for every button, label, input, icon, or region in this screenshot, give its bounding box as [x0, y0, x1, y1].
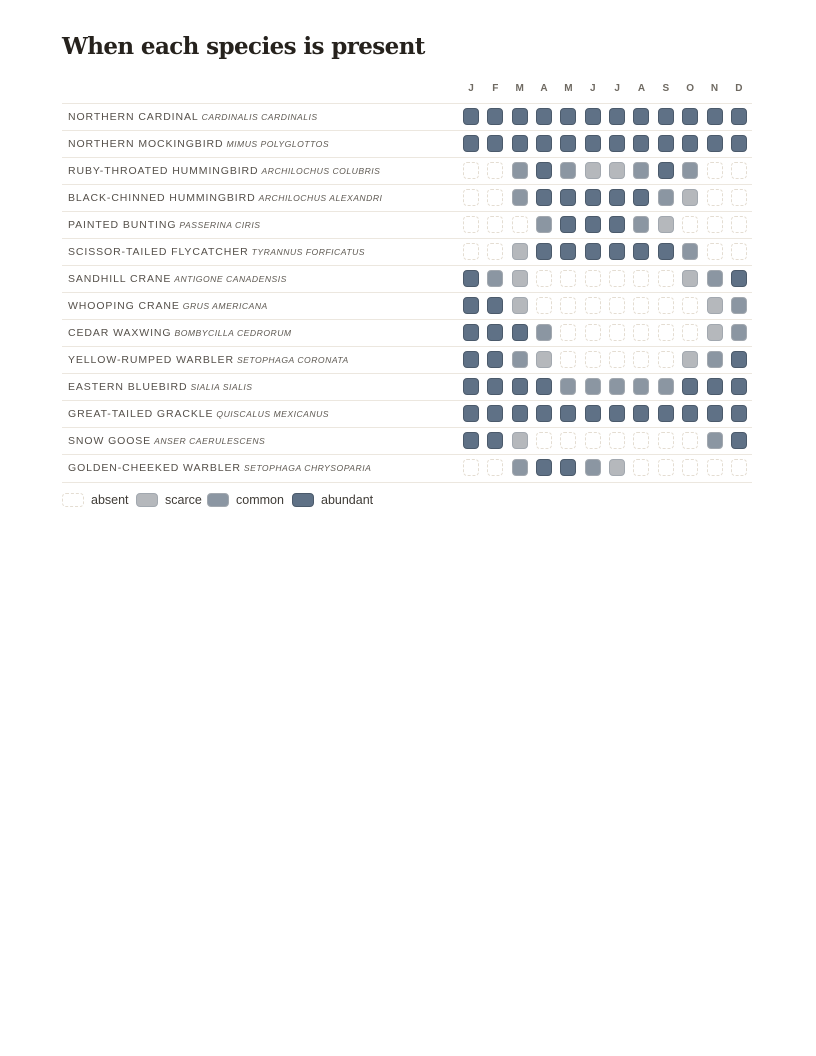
common-name: SANDHILL CRANE	[68, 273, 172, 285]
presence-cell-common	[512, 189, 528, 206]
common-name: GOLDEN-CHEEKED WARBLER	[68, 462, 241, 474]
presence-cell-abundant	[560, 459, 576, 476]
presence-cell-scarce	[512, 270, 528, 287]
presence-cell-scarce	[609, 459, 625, 476]
presence-cell-absent	[560, 297, 576, 314]
species-row	[62, 265, 752, 293]
presence-cell-absent	[731, 216, 747, 233]
species-label	[68, 111, 318, 123]
presence-cell-absent	[585, 270, 601, 287]
presence-cell-abundant	[682, 135, 698, 152]
presence-cell-abundant	[463, 405, 479, 422]
species-row	[62, 400, 752, 428]
presence-cell-abundant	[487, 405, 503, 422]
presence-cell-common	[731, 324, 747, 341]
species-row	[62, 373, 752, 401]
species-row	[62, 292, 752, 320]
common-name: NORTHERN MOCKINGBIRD	[68, 138, 224, 150]
presence-cell-absent	[560, 351, 576, 368]
month-label: J	[589, 83, 596, 94]
common-name: WHOOPING CRANE	[68, 300, 180, 312]
legend-swatch-abundant	[292, 493, 314, 507]
presence-cell-abundant	[633, 108, 649, 125]
presence-cell-abundant	[633, 135, 649, 152]
presence-cell-common	[487, 270, 503, 287]
species-row	[62, 103, 752, 131]
month-label: A	[540, 83, 548, 94]
presence-cell-abundant	[560, 405, 576, 422]
presence-cell-abundant	[585, 135, 601, 152]
presence-cell-abundant	[731, 432, 747, 449]
presence-cell-abundant	[731, 135, 747, 152]
presence-cell-abundant	[707, 378, 723, 395]
scientific-name: QUISCALUS MEXICANUS	[216, 409, 330, 419]
presence-cell-absent	[633, 351, 649, 368]
presence-cell-absent	[463, 243, 479, 260]
presence-cell-absent	[633, 297, 649, 314]
scientific-name: ANTIGONE CANADENSIS	[174, 274, 287, 284]
presence-cell-common	[585, 459, 601, 476]
presence-cell-abundant	[707, 135, 723, 152]
presence-cell-abundant	[536, 405, 552, 422]
presence-cell-absent	[560, 432, 576, 449]
presence-cell-absent	[609, 351, 625, 368]
presence-cell-absent	[707, 189, 723, 206]
presence-cell-common	[707, 351, 723, 368]
common-name: GREAT-TAILED GRACKLE	[68, 408, 214, 420]
presence-cell-abundant	[536, 108, 552, 125]
presence-cell-abundant	[658, 243, 674, 260]
presence-cell-abundant	[609, 405, 625, 422]
presence-cell-abundant	[731, 351, 747, 368]
month-label: O	[686, 83, 695, 94]
presence-cell-absent	[512, 216, 528, 233]
species-label	[68, 300, 268, 312]
presence-cell-abundant	[609, 243, 625, 260]
presence-cell-abundant	[487, 378, 503, 395]
presence-cell-abundant	[487, 324, 503, 341]
presence-cell-abundant	[609, 135, 625, 152]
presence-cell-absent	[658, 324, 674, 341]
presence-cell-absent	[633, 324, 649, 341]
common-name: PAINTED BUNTING	[68, 219, 177, 231]
species-row	[62, 319, 752, 347]
presence-cell-absent	[463, 459, 479, 476]
presence-cell-common	[536, 216, 552, 233]
presence-cell-scarce	[536, 351, 552, 368]
species-label	[68, 246, 365, 258]
presence-cell-absent	[609, 297, 625, 314]
presence-cell-abundant	[682, 108, 698, 125]
presence-cell-absent	[487, 162, 503, 179]
presence-cell-absent	[487, 243, 503, 260]
presence-cell-absent	[682, 297, 698, 314]
presence-cell-absent	[536, 297, 552, 314]
presence-cell-abundant	[609, 216, 625, 233]
presence-cell-common	[512, 162, 528, 179]
common-name: CEDAR WAXWING	[68, 327, 172, 339]
presence-cell-common	[731, 297, 747, 314]
presence-cell-abundant	[658, 405, 674, 422]
presence-cell-absent	[463, 162, 479, 179]
presence-cell-abundant	[536, 135, 552, 152]
presence-cell-absent	[633, 432, 649, 449]
month-label: J	[614, 83, 620, 94]
month-label: D	[735, 83, 743, 94]
presence-cell-abundant	[487, 432, 503, 449]
presence-cell-abundant	[536, 243, 552, 260]
species-label	[68, 273, 287, 285]
presence-cell-abundant	[463, 324, 479, 341]
presence-cell-absent	[658, 351, 674, 368]
presence-cell-abundant	[560, 108, 576, 125]
presence-cell-common	[682, 243, 698, 260]
presence-cell-common	[512, 459, 528, 476]
scientific-name: PASSERINA CIRIS	[179, 220, 261, 230]
presence-cell-absent	[682, 324, 698, 341]
scientific-name: SETOPHAGA CORONATA	[236, 355, 349, 365]
chart-title: When each species is present	[62, 33, 425, 60]
presence-cell-absent	[609, 270, 625, 287]
species-row	[62, 454, 752, 483]
presence-cell-absent	[463, 189, 479, 206]
scientific-name: ARCHILOCHUS COLUBRIS	[261, 166, 381, 176]
presence-cell-abundant	[585, 216, 601, 233]
presence-cell-absent	[633, 459, 649, 476]
species-label	[68, 381, 253, 393]
common-name: BLACK-CHINNED HUMMINGBIRD	[68, 192, 256, 204]
presence-cell-absent	[536, 432, 552, 449]
presence-cell-abundant	[536, 378, 552, 395]
presence-cell-absent	[682, 216, 698, 233]
presence-cell-abundant	[585, 189, 601, 206]
presence-cell-abundant	[512, 405, 528, 422]
presence-cell-common	[658, 378, 674, 395]
presence-cell-absent	[487, 189, 503, 206]
presence-cell-absent	[585, 432, 601, 449]
presence-cell-common	[633, 378, 649, 395]
presence-cell-common	[560, 378, 576, 395]
presence-cell-common	[707, 432, 723, 449]
presence-cell-absent	[487, 459, 503, 476]
presence-cell-scarce	[682, 189, 698, 206]
species-row	[62, 211, 752, 239]
presence-cell-abundant	[560, 216, 576, 233]
common-name: SNOW GOOSE	[68, 435, 152, 447]
species-label	[68, 327, 292, 339]
scientific-name: BOMBYCILLA CEDRORUM	[174, 328, 292, 338]
presence-cell-abundant	[731, 378, 747, 395]
species-row	[62, 238, 752, 266]
species-label	[68, 219, 260, 231]
presence-cell-absent	[658, 270, 674, 287]
presence-cell-common	[609, 378, 625, 395]
species-label	[68, 138, 329, 150]
presence-cell-absent	[707, 459, 723, 476]
presence-cell-absent	[487, 216, 503, 233]
legend-label-abundant: abundant	[321, 493, 374, 507]
presence-cell-abundant	[633, 405, 649, 422]
presence-cell-abundant	[658, 162, 674, 179]
presence-cell-absent	[609, 324, 625, 341]
presence-cell-abundant	[609, 189, 625, 206]
presence-cell-common	[560, 162, 576, 179]
presence-cell-abundant	[487, 108, 503, 125]
species-row	[62, 427, 752, 455]
legend-swatch-scarce	[136, 493, 158, 507]
presence-cell-abundant	[585, 405, 601, 422]
presence-cell-scarce	[512, 297, 528, 314]
presence-cell-common	[707, 270, 723, 287]
presence-cell-abundant	[463, 378, 479, 395]
presence-cell-absent	[707, 216, 723, 233]
legend-swatch-common	[207, 493, 229, 507]
species-row	[62, 346, 752, 374]
presence-cell-abundant	[658, 108, 674, 125]
presence-cell-absent	[731, 459, 747, 476]
common-name: YELLOW-RUMPED WARBLER	[68, 354, 234, 366]
month-label: A	[637, 83, 646, 94]
presence-cell-abundant	[463, 432, 479, 449]
presence-cell-abundant	[463, 270, 479, 287]
scientific-name: ANSER CAERULESCENS	[154, 436, 266, 446]
presence-cell-absent	[536, 270, 552, 287]
presence-cell-abundant	[463, 351, 479, 368]
presence-cell-abundant	[585, 243, 601, 260]
legend-label-common: common	[236, 493, 284, 507]
species-label	[68, 408, 329, 420]
presence-cell-abundant	[487, 297, 503, 314]
scientific-name: TYRANNUS FORFICATUS	[251, 247, 366, 257]
scientific-name: MIMUS POLYGLOTTOS	[226, 139, 330, 149]
presence-cell-common	[512, 351, 528, 368]
common-name: RUBY-THROATED HUMMINGBIRD	[68, 165, 259, 177]
presence-cell-absent	[585, 324, 601, 341]
presence-cell-common	[585, 378, 601, 395]
presence-cell-absent	[560, 270, 576, 287]
presence-cell-abundant	[487, 351, 503, 368]
common-name: EASTERN BLUEBIRD	[68, 381, 188, 393]
presence-cell-scarce	[682, 351, 698, 368]
presence-cell-absent	[707, 243, 723, 260]
presence-cell-scarce	[658, 216, 674, 233]
presence-cell-abundant	[536, 459, 552, 476]
presence-cell-abundant	[731, 108, 747, 125]
presence-cell-absent	[658, 459, 674, 476]
legend-label-absent: absent	[91, 493, 129, 507]
presence-cell-scarce	[707, 297, 723, 314]
presence-cell-abundant	[463, 108, 479, 125]
common-name: NORTHERN CARDINAL	[68, 111, 199, 123]
presence-cell-common	[658, 189, 674, 206]
presence-cell-scarce	[707, 324, 723, 341]
presence-cell-scarce	[512, 432, 528, 449]
presence-cell-absent	[658, 297, 674, 314]
scientific-name: ARCHILOCHUS ALEXANDRI	[258, 193, 383, 203]
month-label: N	[710, 83, 719, 94]
presence-cell-scarce	[585, 162, 601, 179]
presence-cell-abundant	[658, 135, 674, 152]
species-label	[68, 462, 371, 474]
presence-cell-abundant	[536, 189, 552, 206]
scientific-name: SIALIA SIALIS	[190, 382, 253, 392]
month-label: M	[515, 83, 524, 94]
presence-cell-abundant	[463, 297, 479, 314]
presence-cell-absent	[463, 216, 479, 233]
presence-cell-absent	[731, 243, 747, 260]
presence-cell-abundant	[585, 108, 601, 125]
legend-label-scarce: scarce	[165, 493, 202, 507]
presence-cell-abundant	[512, 324, 528, 341]
presence-cell-abundant	[512, 135, 528, 152]
presence-cell-scarce	[682, 270, 698, 287]
presence-cell-abundant	[731, 270, 747, 287]
presence-cell-common	[633, 216, 649, 233]
species-label	[68, 435, 265, 447]
presence-cell-scarce	[609, 162, 625, 179]
presence-cell-common	[536, 324, 552, 341]
month-label: S	[662, 83, 670, 94]
legend-swatch-absent	[62, 493, 84, 507]
species-label	[68, 192, 382, 204]
month-label: F	[492, 83, 499, 94]
presence-cell-scarce	[512, 243, 528, 260]
scientific-name: CARDINALIS CARDINALIS	[201, 112, 318, 122]
presence-cell-common	[633, 162, 649, 179]
presence-cell-abundant	[633, 243, 649, 260]
presence-cell-abundant	[536, 162, 552, 179]
presence-cell-abundant	[682, 405, 698, 422]
presence-cell-abundant	[512, 108, 528, 125]
presence-cell-abundant	[633, 189, 649, 206]
presence-cell-absent	[633, 270, 649, 287]
presence-cell-absent	[658, 432, 674, 449]
presence-cell-abundant	[487, 135, 503, 152]
presence-cell-absent	[731, 162, 747, 179]
presence-cell-abundant	[463, 135, 479, 152]
presence-cell-abundant	[560, 243, 576, 260]
presence-cell-absent	[682, 459, 698, 476]
presence-cell-abundant	[512, 378, 528, 395]
presence-cell-absent	[560, 324, 576, 341]
presence-cell-absent	[682, 432, 698, 449]
month-label: M	[564, 83, 573, 94]
presence-cell-absent	[585, 351, 601, 368]
species-row	[62, 157, 752, 185]
presence-cell-abundant	[731, 405, 747, 422]
species-row	[62, 130, 752, 158]
presence-cell-abundant	[560, 189, 576, 206]
presence-cell-absent	[707, 162, 723, 179]
species-label	[68, 354, 349, 366]
presence-cell-absent	[731, 189, 747, 206]
common-name: SCISSOR-TAILED FLYCATCHER	[68, 246, 249, 258]
presence-cell-absent	[609, 432, 625, 449]
scientific-name: SETOPHAGA CHRYSOPARIA	[243, 463, 372, 473]
scientific-name: GRUS AMERICANA	[182, 301, 268, 311]
presence-cell-abundant	[707, 108, 723, 125]
species-row	[62, 184, 752, 212]
presence-cell-abundant	[682, 378, 698, 395]
species-label	[68, 165, 380, 177]
presence-cell-abundant	[609, 108, 625, 125]
month-label: J	[468, 83, 474, 94]
presence-cell-abundant	[707, 405, 723, 422]
presence-cell-abundant	[560, 135, 576, 152]
presence-cell-absent	[585, 297, 601, 314]
presence-cell-common	[682, 162, 698, 179]
